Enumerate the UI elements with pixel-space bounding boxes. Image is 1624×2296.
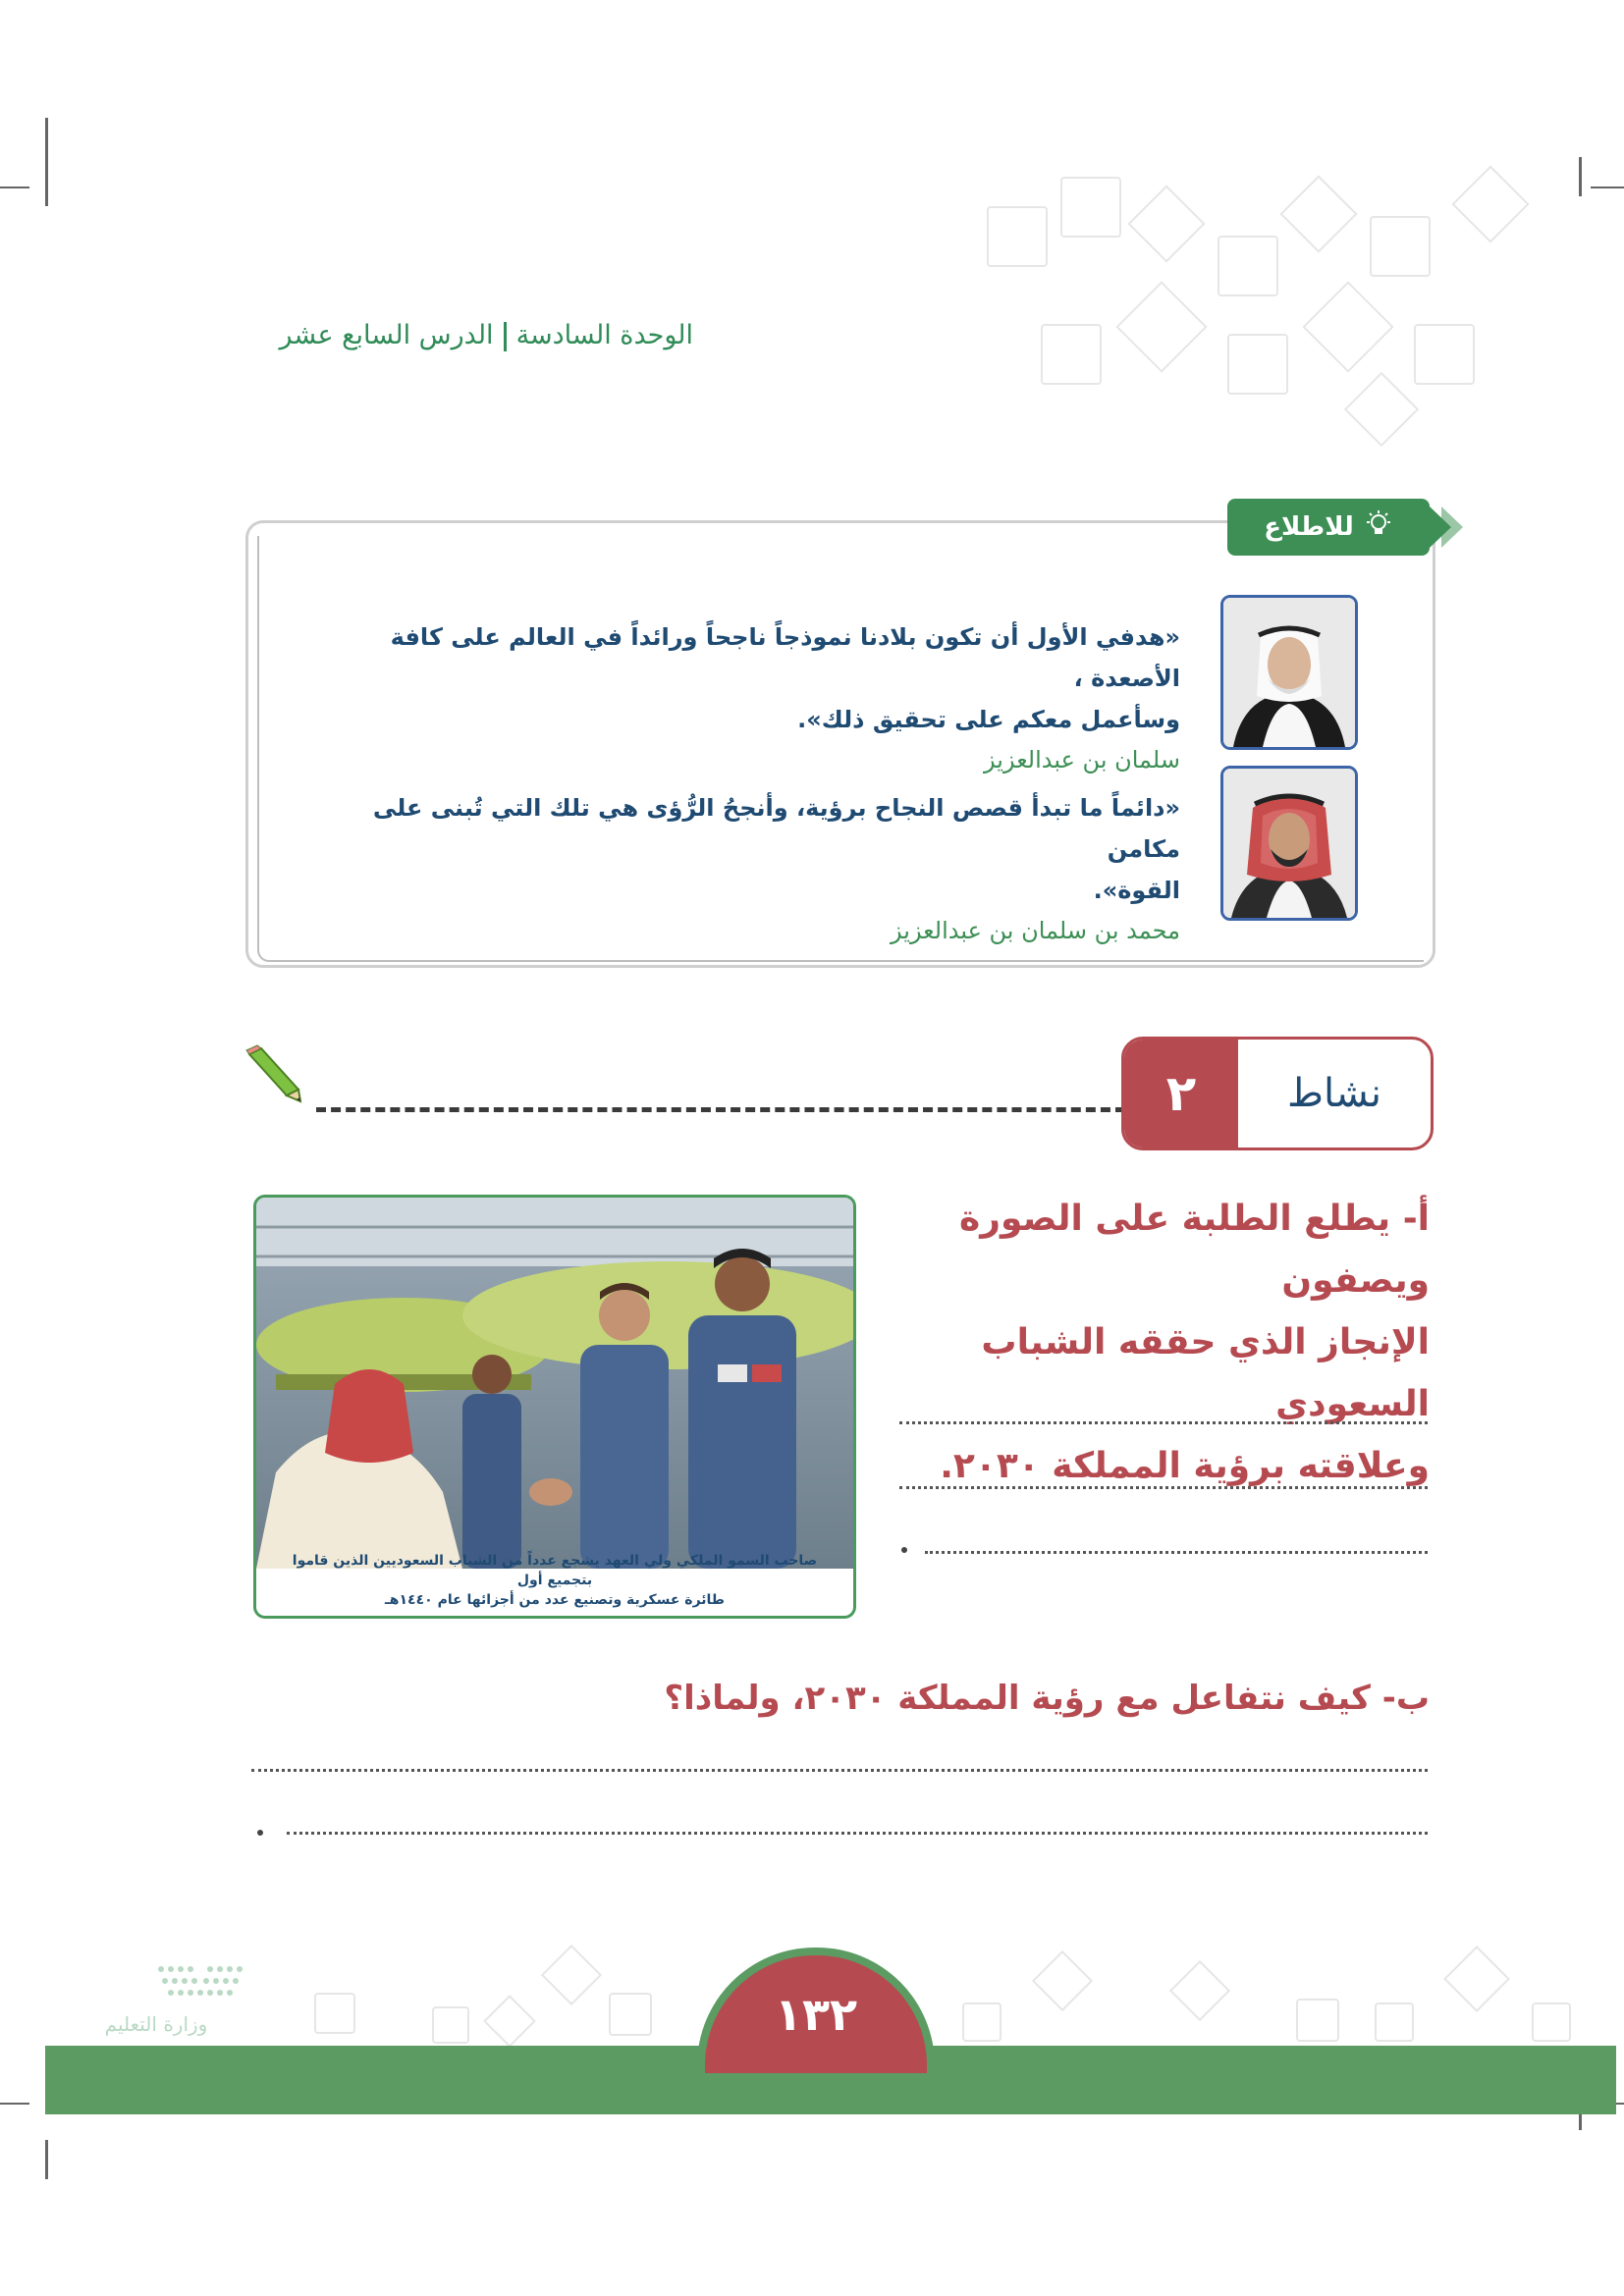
info-tag-label: للاطلاع <box>1264 512 1354 542</box>
unit-title: الوحدة السادسة <box>515 320 693 350</box>
crop-mark <box>45 118 48 206</box>
crop-mark <box>1579 157 1582 196</box>
answer-line-a1[interactable] <box>899 1421 1428 1424</box>
question-a-line3: وعلاقته برؤية المملكة ٢٠٣٠. <box>940 1446 1430 1486</box>
activity-header <box>1121 1037 1434 1150</box>
quote-2 <box>297 787 1180 950</box>
photo-caption <box>256 1551 853 1610</box>
quote-2-line1: «دائماً ما تبدأ قصص النجاح برؤية، وأنجحُ الرُّؤى هي تلك التي تُبنى على مكامن <box>372 794 1180 863</box>
breadcrumb-divider <box>504 322 507 351</box>
activity-number: ٢ <box>1124 1040 1238 1148</box>
photo-caption-line1: صاحب السمو الملكي ولي العهد يشجع عدداً من الشباب السعوديين الذين قاموا بتجميع أول <box>292 1553 818 1588</box>
ministry-dots-icon <box>63 1963 249 2012</box>
activity-label: نشاط <box>1287 1071 1381 1116</box>
quote-1-line2: وسأعمل معكم على تحقيق ذلك». <box>797 706 1180 733</box>
answer-line-a3[interactable] <box>925 1551 1428 1554</box>
activity-dashed-line <box>316 1107 1125 1112</box>
crop-mark <box>0 2103 29 2105</box>
lightbulb-icon <box>1364 509 1393 546</box>
quote-1 <box>297 616 1180 779</box>
question-a <box>880 1188 1430 1497</box>
crop-mark <box>0 187 29 188</box>
question-b: ب- كيف نتفاعل مع رؤية المملكة ٢٠٣٠، ولماذا؟ <box>664 1679 1430 1718</box>
lesson-title: الدرس السابع عشر <box>279 320 494 350</box>
portrait-king <box>1220 595 1358 750</box>
pencil-icon <box>244 1044 302 1103</box>
answer-bullet <box>901 1547 907 1553</box>
portrait-crown-prince <box>1220 766 1358 921</box>
crop-mark <box>1591 187 1624 188</box>
info-tag <box>1227 499 1430 556</box>
answer-line-a2[interactable] <box>899 1486 1428 1489</box>
quote-1-line1: «هدفي الأول أن تكون بلادنا نموذجاً ناجحاً ورائداً في العالم على كافة الأصعدة ، <box>390 623 1180 692</box>
answer-bullet <box>257 1830 263 1836</box>
ministry-name: وزارة التعليم <box>104 2012 208 2036</box>
quote-1-author: سلمان بن عبدالعزيز <box>984 746 1180 774</box>
quote-2-author: محمد بن سلمان بن عبدالعزيز <box>891 917 1180 944</box>
question-a-line2: الإنجاز الذي حققه الشباب السعودي <box>981 1322 1430 1424</box>
answer-line-b1[interactable] <box>251 1769 1428 1772</box>
quote-2-line2: القوة». <box>1093 877 1180 904</box>
page-number: ١٣٢ <box>697 1948 935 2073</box>
question-a-line1: أ- يطلع الطلبة على الصورة ويصفون <box>958 1199 1430 1301</box>
photo-caption-line2: طائرة عسكرية وتصنيع عدد من أجزائها عام ١٤٤٠هـ <box>385 1592 725 1608</box>
breadcrumb <box>281 320 693 351</box>
photo-frame <box>253 1195 856 1619</box>
factory-photo <box>256 1198 853 1569</box>
answer-line-b2[interactable] <box>287 1832 1428 1835</box>
crop-mark <box>45 2140 48 2179</box>
